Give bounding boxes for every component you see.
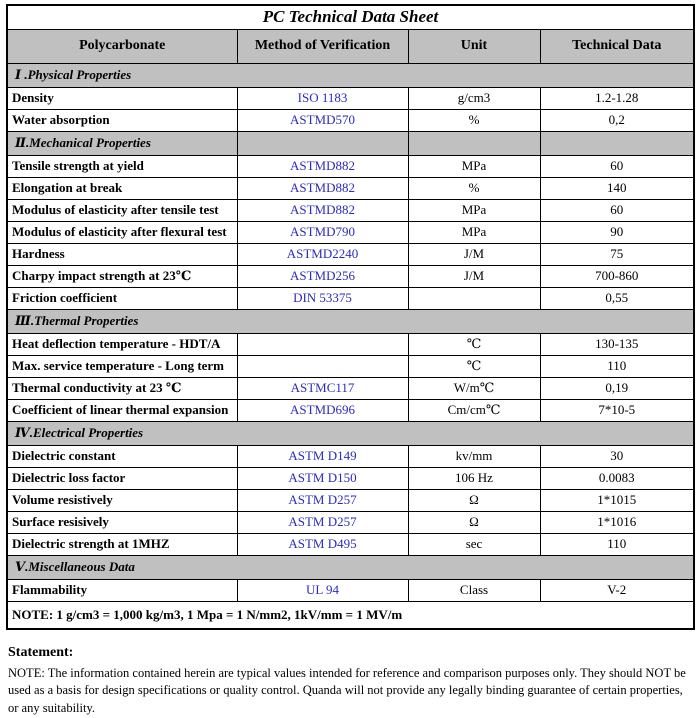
method-cell: ASTM D257	[237, 489, 408, 511]
property-cell: Thermal conductivity at 23 ℃	[7, 377, 237, 399]
unit-cell: ℃	[408, 355, 540, 377]
section-row-miscellaneous	[7, 555, 694, 579]
table-row	[7, 287, 694, 309]
property-cell: Charpy impact strength at 23℃	[7, 265, 237, 287]
method-cell	[237, 333, 408, 355]
method-cell: ISO 1183	[237, 87, 408, 109]
unit-cell: Ω	[408, 489, 540, 511]
table-row	[7, 533, 694, 555]
note-row	[7, 601, 694, 629]
section-label: Ⅲ.Thermal Properties	[7, 309, 694, 333]
column-header-unit: Unit	[408, 29, 540, 63]
table-row	[7, 155, 694, 177]
method-cell: ASTMD2240	[237, 243, 408, 265]
table-header-row	[7, 29, 694, 63]
table-row	[7, 511, 694, 533]
value-cell: 0,55	[540, 287, 694, 309]
value-cell: 1*1015	[540, 489, 694, 511]
property-cell: Density	[7, 87, 237, 109]
property-cell: Flammability	[7, 579, 237, 601]
table-row	[7, 109, 694, 131]
method-cell: UL 94	[237, 579, 408, 601]
property-cell: Volume resistively	[7, 489, 237, 511]
column-header-polycarbonate: Polycarbonate	[7, 29, 237, 63]
section-row-mechanical	[7, 131, 694, 155]
section-label: Ⅱ.Mechanical Properties	[7, 131, 237, 155]
table-row	[7, 445, 694, 467]
value-cell: 0,19	[540, 377, 694, 399]
unit-cell: Ω	[408, 511, 540, 533]
property-cell: Tensile strength at yield	[7, 155, 237, 177]
section-row-physical	[7, 63, 694, 87]
value-cell: 110	[540, 355, 694, 377]
property-cell: Coefficient of linear thermal expansion	[7, 399, 237, 421]
table-row	[7, 265, 694, 287]
section-label: Ⅳ.Electrical Properties	[7, 421, 694, 445]
value-cell: 0.0083	[540, 467, 694, 489]
table-row	[7, 489, 694, 511]
method-cell: ASTMD882	[237, 155, 408, 177]
section-row-electrical	[7, 421, 694, 445]
unit-cell: Class	[408, 579, 540, 601]
unit-cell: J/M	[408, 243, 540, 265]
unit-cell: g/cm3	[408, 87, 540, 109]
method-cell: ASTM D150	[237, 467, 408, 489]
value-cell: 90	[540, 221, 694, 243]
property-cell: Surface resisively	[7, 511, 237, 533]
unit-cell: %	[408, 109, 540, 131]
table-row	[7, 243, 694, 265]
table-row	[7, 467, 694, 489]
method-cell: DIN 53375	[237, 287, 408, 309]
page-title: PC Technical Data Sheet	[7, 5, 694, 29]
method-cell	[237, 355, 408, 377]
units-note: NOTE: 1 g/cm3 = 1,000 kg/m3, 1 Mpa = 1 N/mm2, 1kV/mm = 1 MV/m	[7, 601, 694, 629]
section-label: Ⅰ .Physical Properties	[7, 63, 694, 87]
section-empty-cell	[408, 131, 540, 155]
property-cell: Max. service temperature - Long term	[7, 355, 237, 377]
value-cell: 75	[540, 243, 694, 265]
unit-cell	[408, 287, 540, 309]
table-row	[7, 177, 694, 199]
table-row	[7, 399, 694, 421]
property-cell: Dielectric loss factor	[7, 467, 237, 489]
section-empty-cell	[237, 131, 408, 155]
table-row	[7, 333, 694, 355]
unit-cell: MPa	[408, 199, 540, 221]
table-row	[7, 87, 694, 109]
table-row	[7, 355, 694, 377]
value-cell: 1.2-1.28	[540, 87, 694, 109]
table-row	[7, 199, 694, 221]
property-cell: Dielectric constant	[7, 445, 237, 467]
statement-heading: Statement:	[8, 645, 74, 660]
unit-cell: sec	[408, 533, 540, 555]
value-cell: 60	[540, 199, 694, 221]
value-cell: 1*1016	[540, 511, 694, 533]
value-cell: 110	[540, 533, 694, 555]
method-cell: ASTMD256	[237, 265, 408, 287]
pc-technical-data-sheet-table	[6, 4, 695, 630]
value-cell: 700-860	[540, 265, 694, 287]
unit-cell: MPa	[408, 155, 540, 177]
section-label: Ⅴ.Miscellaneous Data	[7, 555, 694, 579]
section-empty-cell	[540, 131, 694, 155]
method-cell: ASTM D257	[237, 511, 408, 533]
value-cell: 60	[540, 155, 694, 177]
unit-cell: ℃	[408, 333, 540, 355]
unit-cell: MPa	[408, 221, 540, 243]
section-row-thermal	[7, 309, 694, 333]
value-cell: 7*10-5	[540, 399, 694, 421]
unit-cell: J/M	[408, 265, 540, 287]
method-cell: ASTMD790	[237, 221, 408, 243]
property-cell: Hardness	[7, 243, 237, 265]
column-header-method: Method of Verification	[237, 29, 408, 63]
method-cell: ASTMD696	[237, 399, 408, 421]
property-cell: Heat deflection temperature - HDT/A	[7, 333, 237, 355]
method-cell: ASTM D495	[237, 533, 408, 555]
property-cell: Modulus of elasticity after flexural test	[7, 221, 237, 243]
value-cell: 30	[540, 445, 694, 467]
method-cell: ASTMD570	[237, 109, 408, 131]
method-cell: ASTM D149	[237, 445, 408, 467]
table-row	[7, 377, 694, 399]
value-cell: 140	[540, 177, 694, 199]
property-cell: Elongation at break	[7, 177, 237, 199]
unit-cell: Cm/cm℃	[408, 399, 540, 421]
title-row	[7, 5, 694, 29]
property-cell: Modulus of elasticity after tensile test	[7, 199, 237, 221]
statement-section	[8, 645, 691, 717]
statement-body: NOTE: The information contained herein are typical values intended for reference and comparison purposes only. They should NOT be used as a basis for design specifications or quality control. Quanda will not provide any legally binding guarantee of certain properties, or any suitability.	[8, 666, 686, 715]
method-cell: ASTMC117	[237, 377, 408, 399]
property-cell: Water absorption	[7, 109, 237, 131]
property-cell: Friction coefficient	[7, 287, 237, 309]
unit-cell: 106 Hz	[408, 467, 540, 489]
unit-cell: W/m℃	[408, 377, 540, 399]
table-row	[7, 221, 694, 243]
value-cell: 0,2	[540, 109, 694, 131]
property-cell: Dielectric strength at 1MHZ	[7, 533, 237, 555]
unit-cell: kv/mm	[408, 445, 540, 467]
unit-cell: %	[408, 177, 540, 199]
method-cell: ASTMD882	[237, 199, 408, 221]
table-row	[7, 579, 694, 601]
method-cell: ASTMD882	[237, 177, 408, 199]
value-cell: V-2	[540, 579, 694, 601]
column-header-technical-data: Technical Data	[540, 29, 694, 63]
value-cell: 130-135	[540, 333, 694, 355]
